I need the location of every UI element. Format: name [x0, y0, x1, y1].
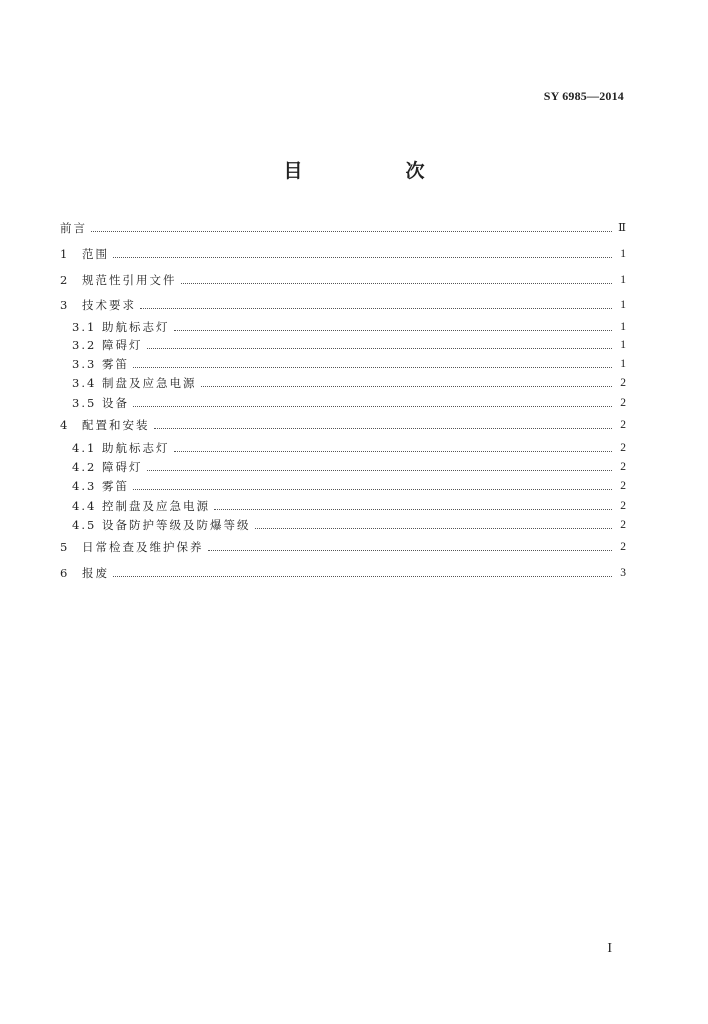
toc-entry-page: 1 — [620, 358, 626, 370]
toc-entry-3-2[interactable] — [72, 338, 626, 352]
toc-entry-label: 范围 — [82, 247, 109, 261]
toc-entry-page: 1 — [620, 248, 626, 260]
toc-leader-dots — [147, 470, 613, 471]
toc-entry-3-1[interactable] — [72, 320, 626, 334]
toc-entry-1[interactable] — [60, 247, 626, 261]
toc-entry-number: 3.1 — [72, 320, 97, 334]
toc-entry-page: 2 — [620, 419, 626, 431]
toc-entry-page: 2 — [620, 500, 626, 512]
toc-entry-label: 设备防护等级及防爆等级 — [102, 518, 251, 532]
toc-entry-label: 前言 — [60, 221, 87, 235]
toc-leader-dots — [133, 367, 612, 368]
toc-entry-page: 1 — [620, 339, 626, 351]
toc-leader-dots — [154, 428, 613, 429]
toc-entry-page: 2 — [620, 377, 626, 389]
toc-entry-3-3[interactable] — [72, 357, 626, 371]
toc-entry-page: 2 — [620, 442, 626, 454]
standard-code: SY 6985—2014 — [543, 89, 624, 103]
toc-entry-4[interactable] — [60, 418, 626, 432]
toc-leader-dots — [91, 231, 612, 232]
toc-entry-page: 1 — [620, 299, 626, 311]
toc-entry-number: 1 — [60, 247, 70, 261]
toc-entry-number: 5 — [60, 540, 70, 554]
toc-entry-label: 配置和安装 — [82, 418, 150, 432]
toc-leader-dots — [147, 348, 613, 349]
toc-leader-dots — [133, 406, 612, 407]
toc-leader-dots — [214, 509, 612, 510]
toc-entry-number: 4.3 — [72, 479, 97, 493]
toc-leader-dots — [181, 283, 613, 284]
toc-entry-4-5[interactable] — [72, 518, 626, 532]
toc-entry-page: 2 — [620, 480, 626, 492]
toc-entry-label: 障碍灯 — [102, 460, 143, 474]
toc-entry-label: 报废 — [82, 566, 109, 580]
toc-leader-dots — [201, 386, 613, 387]
toc-entry-number: 6 — [60, 566, 70, 580]
toc-entry-4-4[interactable] — [72, 499, 626, 513]
toc-entry-5[interactable] — [60, 540, 626, 554]
toc-entry-page: 3 — [620, 567, 626, 579]
toc-entry-label: 制盘及应急电源 — [102, 376, 197, 390]
toc-entry-number: 4.5 — [72, 518, 97, 532]
toc-entry-label: 助航标志灯 — [102, 320, 170, 334]
toc-leader-dots — [133, 489, 612, 490]
toc-entry-number: 3.3 — [72, 357, 97, 371]
toc-leader-dots — [140, 308, 612, 309]
toc-entry-label: 日常检查及维护保养 — [82, 540, 204, 554]
toc-entry-3-4[interactable] — [72, 376, 626, 390]
toc-entry-page: 2 — [620, 461, 626, 473]
toc-leader-dots — [208, 550, 613, 551]
toc-leader-dots — [255, 528, 613, 529]
toc-leader-dots — [113, 576, 612, 577]
toc-entry-label: 助航标志灯 — [102, 441, 170, 455]
toc-entry-label: 雾笛 — [102, 479, 129, 493]
toc-entry-4-3[interactable] — [72, 479, 626, 493]
toc-entry-label: 技术要求 — [82, 298, 136, 312]
toc-entry-page: 2 — [620, 397, 626, 409]
toc-entry-label: 控制盘及应急电源 — [102, 499, 210, 513]
toc-entry-label: 雾笛 — [102, 357, 129, 371]
toc-entry-label: 规范性引用文件 — [82, 273, 177, 287]
toc-entry-number: 4.1 — [72, 441, 97, 455]
toc-entry-page: 1 — [620, 274, 626, 286]
toc-leader-dots — [174, 330, 613, 331]
toc-entry-6[interactable] — [60, 566, 626, 580]
toc-entry-label: 设备 — [102, 396, 129, 410]
toc-entry-number: 4.4 — [72, 499, 97, 513]
toc-entry-page: Ⅱ — [618, 222, 626, 234]
toc-entry-page: 2 — [620, 519, 626, 531]
toc-entry-number: 4 — [60, 418, 70, 432]
toc-entry-number: 2 — [60, 273, 70, 287]
toc-entry-number: 3.4 — [72, 376, 97, 390]
toc-entry-3[interactable] — [60, 298, 626, 312]
toc-entry-2[interactable] — [60, 273, 626, 287]
toc-entry-3-5[interactable] — [72, 396, 626, 410]
toc-entry-4-2[interactable] — [72, 460, 626, 474]
page-title: 目 次 — [283, 160, 467, 182]
page-number: I — [607, 941, 612, 956]
toc-entry-number: 3.2 — [72, 338, 97, 352]
toc-leader-dots — [174, 451, 613, 452]
toc-entry-number: 3.5 — [72, 396, 97, 410]
toc-entry-page: 1 — [620, 321, 626, 333]
toc-leader-dots — [113, 257, 612, 258]
toc-entry-page: 2 — [620, 541, 626, 553]
toc-entry-foreword[interactable] — [60, 221, 626, 235]
toc-entry-4-1[interactable] — [72, 441, 626, 455]
toc-entry-label: 障碍灯 — [102, 338, 143, 352]
toc-entry-number: 4.2 — [72, 460, 97, 474]
toc-entry-number: 3 — [60, 298, 70, 312]
